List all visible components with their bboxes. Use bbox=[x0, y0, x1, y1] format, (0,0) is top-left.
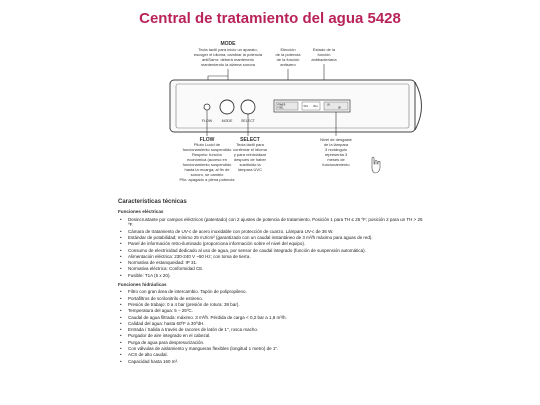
mode-callout-line: Tecla tactil para inicio un aparato, bbox=[198, 47, 258, 52]
level-callout-line: Nivel de desgaste bbox=[320, 137, 352, 142]
power-callout-line: de la potencia bbox=[275, 52, 301, 57]
list-item: • Alimentación eléctrica: 230-240 V ~50 Hz; con toma de tierra. bbox=[128, 254, 428, 260]
list-item: • Purgador de aire integrado en el cabezal. bbox=[128, 333, 428, 339]
list-item: • Temperatura del agua: 5 – 25ºC. bbox=[128, 308, 428, 314]
display-uv-text: UV bbox=[327, 103, 331, 107]
level-callout-line: de la lámpara bbox=[323, 142, 349, 147]
mode-label: MODE bbox=[221, 119, 233, 123]
list-item: • Presión de trabajo: 0 a 4 bar (presión de rotura: 38 bar). bbox=[128, 302, 428, 308]
list-item: • Fusible: T1A (5 x 20). bbox=[128, 273, 428, 279]
hydraulic-list bbox=[118, 289, 428, 364]
status-callout-line: función bbox=[317, 52, 331, 57]
list-item: • Portafiltros de scrilonitrilo de estireno. bbox=[128, 296, 428, 302]
select-button[interactable] bbox=[241, 100, 255, 114]
display-mid-text: 50s bbox=[303, 105, 309, 108]
flow-callout-line: Pilo: apagado a plena potencia bbox=[179, 177, 235, 182]
status-callout-line: Estado de la bbox=[312, 47, 336, 52]
display-power-text: POWER bbox=[277, 103, 286, 107]
specs-heading: Características técnicas bbox=[118, 199, 187, 205]
list-item: • Cámara de tratamiento de UV-c de acero inoxidable con protección de cuarzo. Lámpara UV-c de 36 W. bbox=[128, 229, 428, 235]
control-panel-diagram bbox=[110, 40, 440, 200]
list-item: • Normativa eléctrica: Conformidad CE. bbox=[128, 266, 428, 272]
mode-callout-line: manteniendo la alarma sonora bbox=[200, 62, 256, 67]
mode-button[interactable] bbox=[220, 100, 234, 114]
select-callout-line: después de haber bbox=[233, 157, 267, 162]
select-callout-line: y para reinicializar bbox=[233, 152, 267, 157]
list-item: • Normativa de estanqueidad: IP 31. bbox=[128, 260, 428, 266]
status-display bbox=[274, 100, 350, 112]
flow-indicator bbox=[204, 104, 210, 110]
level-callout-line: funcionamiento bbox=[322, 162, 350, 167]
mode-callout-line: antiSarro: deberá mantenerlo bbox=[201, 57, 255, 62]
level-callout-line: meses de bbox=[327, 157, 345, 162]
select-callout-line: Tecla táctil para bbox=[236, 142, 264, 147]
flow-callout-line: funcionamiento suspendido bbox=[182, 162, 232, 167]
power-callout-line: de la función bbox=[276, 57, 300, 62]
flow-callout-title: FLOW bbox=[199, 137, 215, 143]
mode-callout-title: MODE bbox=[220, 41, 236, 47]
list-item: • Desincrustante por campos eléctricos (patentado) con 2 ajustes de potencia de tratamiento. Posición 1 para TH ≤ 25 ºF; posición 2 para un TH > 25 ºF. bbox=[128, 217, 428, 229]
select-callout-title: SELECT bbox=[240, 137, 260, 143]
flow-callout-line: funcionamiento suspendido bbox=[182, 147, 232, 152]
status-callout-line: antibacteriana bbox=[311, 57, 337, 62]
flow-callout-line: Respeto: función bbox=[191, 152, 223, 157]
list-item: • Entrada / Salida a través de racores de latón de 1", rosca macho. bbox=[128, 327, 428, 333]
list-item: • Filtro con gran área de intercambio. Tapón de polipropileno. bbox=[128, 289, 428, 295]
display-fuel-text: FUEL bbox=[277, 106, 284, 110]
mode-callout-line: escoger el idioma, cambiar la potencia bbox=[193, 52, 263, 57]
select-label: SELECT bbox=[241, 119, 255, 123]
level-callout-line: representa 3 bbox=[324, 152, 348, 157]
list-item: • Con válvulas de aislamiento y mangueras flexibles (longitud 1 metro) de 1". bbox=[128, 346, 428, 352]
select-callout-line: sustituido la bbox=[239, 162, 261, 167]
hand-pointer-icon bbox=[372, 157, 380, 173]
flow-callout-line: Piloto Lucid de bbox=[193, 142, 221, 147]
list-item: • Caudal de agua filtrada: máximo. 3 m³/h. Pérdida de carga < 0,2 bar a 1,8 m³/h. bbox=[128, 315, 428, 321]
select-callout-line: lámpara UVC bbox=[237, 167, 263, 172]
electric-heading: Funciones eléctricas bbox=[118, 208, 164, 214]
power-callout-line: Elección bbox=[280, 47, 296, 52]
flow-callout-line: económica (acceso en bbox=[186, 157, 228, 162]
page-title: Central de tratamiento del agua 5428 bbox=[139, 10, 401, 27]
flow-callout-line: hasta la recarga; al fin de bbox=[184, 167, 230, 172]
list-item: • Consumo de electricidad dedicado al uso de agua, por sensor de caudal integrado (función de suspensión automática). bbox=[128, 248, 428, 254]
flow-label: FLOW bbox=[201, 119, 213, 123]
hydraulic-heading: Funciones hidráulicas bbox=[118, 281, 167, 287]
list-item: • ACS de alto caudal. bbox=[128, 352, 428, 358]
list-item: • Capacidad hasta 160 m³. bbox=[128, 359, 428, 365]
list-item: • Calidad del agua: hasta 60ºF a 30ºdH. bbox=[128, 321, 428, 327]
list-item: • Panel de información retro-iluminado (proporciona información sobre el nivel del equipo). bbox=[128, 241, 428, 247]
technical-specs bbox=[118, 200, 428, 365]
electric-list bbox=[118, 217, 428, 279]
power-callout-line: antisarro bbox=[280, 62, 296, 67]
level-callout-line: 3 rectángulo bbox=[324, 147, 348, 152]
flow-callout-line: sonoro, se cambio bbox=[190, 172, 224, 177]
display-mid-text: UVa bbox=[313, 105, 318, 108]
list-item: • Purga de agua para despresurización. bbox=[128, 340, 428, 346]
select-callout-line: confirmar el idioma bbox=[233, 147, 267, 152]
display-ok-text: OK bbox=[338, 106, 342, 110]
list-item: • Estándar de potabilidad; mínimo 25 mJ/cm² (garantizado con un caudal instantáneo de 3 m³/h máximo para aguas de red). bbox=[128, 235, 428, 241]
